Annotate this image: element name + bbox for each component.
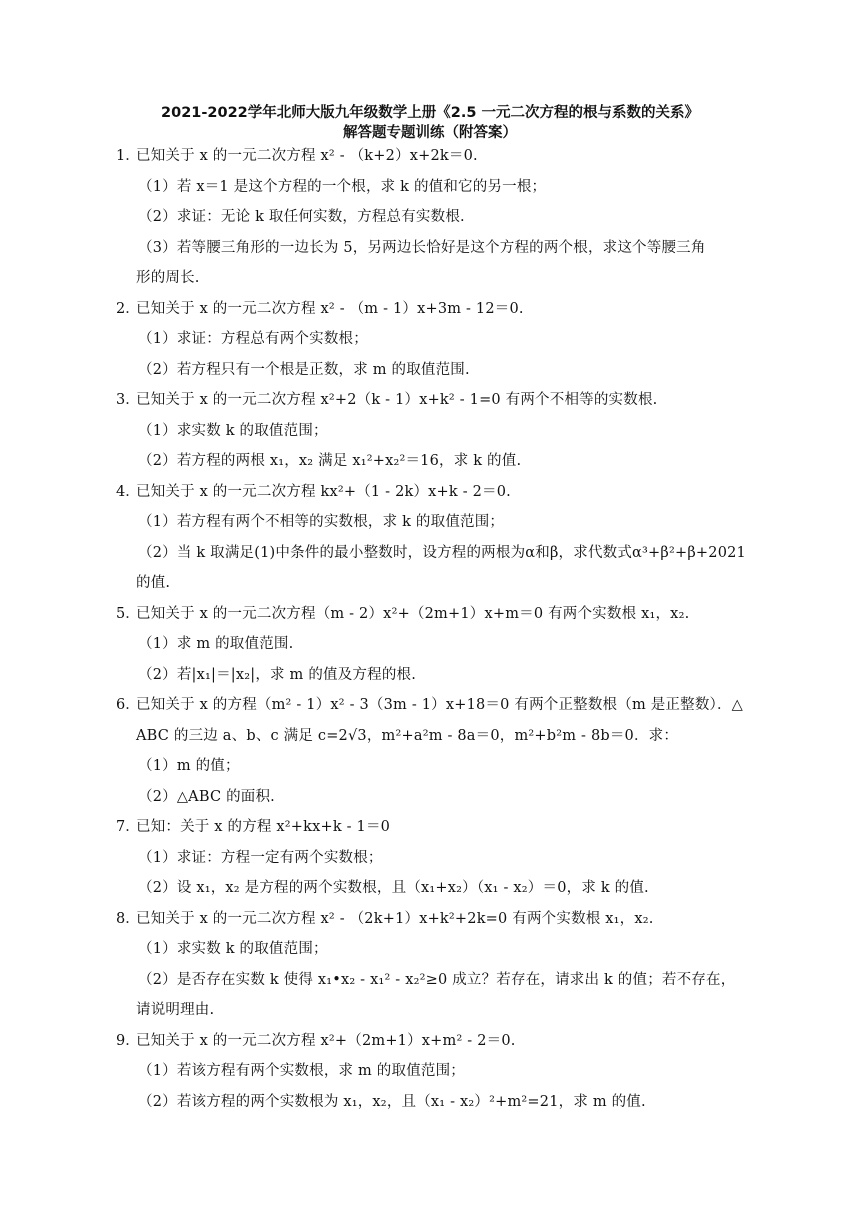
line-text: （1）求 m 的取值范围.: [138, 636, 294, 652]
continuation-line: [0, 995, 860, 1026]
line-text: （3）若等腰三角形的一边长为 5，另两边长恰好是这个方程的两个根，求这个等腰三角: [138, 239, 706, 256]
problem-stem: [0, 812, 860, 843]
continuation-line: [0, 721, 860, 752]
continuation-line: [0, 568, 860, 599]
sub-question: [0, 873, 860, 904]
problem-stem: [0, 690, 860, 721]
sub-question: [0, 782, 860, 813]
problem-text: 已知关于 x 的一元二次方程 kx²+（1 - 2k）x+k - 2＝0.: [136, 483, 511, 500]
line-text: 的值.: [136, 575, 171, 591]
sub-question: [0, 416, 860, 447]
problem-stem: [0, 904, 860, 935]
sub-question: [0, 202, 860, 233]
line-text: （1）求证：方程一定有两个实数根；: [138, 849, 383, 866]
line-text: （1）m 的值；: [138, 758, 240, 774]
problem-text: 已知关于 x 的一元二次方程 x²+（2m+1）x+m² - 2＝0.: [136, 1032, 516, 1049]
line-text: （1）若该方程有两个实数根，求 m 的取值范围；: [138, 1063, 465, 1079]
problem-stem: [0, 1026, 860, 1057]
problem-number: 1．: [116, 148, 140, 164]
problem-number: 4．: [116, 483, 140, 500]
sub-question: [0, 660, 860, 691]
line-text: （1）求实数 k 的取值范围；: [138, 422, 328, 439]
sub-question: [0, 538, 860, 569]
problem-number: 3．: [116, 392, 140, 408]
line-text: （1）求实数 k 的取值范围；: [138, 941, 328, 957]
line-text: （1）若 x＝1 是这个方程的一个根，求 k 的值和它的另一根；: [138, 178, 547, 195]
problem-stem: [0, 599, 860, 630]
sub-question: [0, 1056, 860, 1087]
page-subtitle: 解答题专题训练（附答案）: [343, 125, 517, 141]
problem-text: 已知关于 x 的一元二次方程 x² - （2k+1）x+k²+2k=0 有两个实数根 x₁，x₂.: [136, 910, 654, 927]
problem-list: [0, 141, 860, 1117]
line-text: （2）若方程的两根 x₁，x₂ 满足 x₁²+x₂²＝16，求 k 的值.: [138, 453, 522, 469]
line-text: （1）求证：方程总有两个实数根；: [138, 331, 368, 347]
problem-text: 已知关于 x 的一元二次方程 x²+2（k - 1）x+k² - 1=0 有两个不相等的实数根.: [136, 392, 658, 408]
line-text: （2）若该方程的两个实数根为 x₁，x₂，且（x₁ - x₂）²+m²=21，求 m 的值.: [138, 1093, 646, 1110]
sub-question: [0, 507, 860, 538]
line-text: 请说明理由.: [136, 1002, 215, 1018]
line-text: （2）若|x₁|＝|x₂|，求 m 的值及方程的根.: [138, 666, 417, 683]
sub-question: [0, 965, 860, 996]
problem-stem: [0, 141, 860, 172]
sub-question: [0, 324, 860, 355]
sub-question: [0, 446, 860, 477]
sub-question: [0, 355, 860, 386]
line-text: （2）是否存在实数 k 使得 x₁•x₂ - x₁² - x₂²≥0 成立？若存在，请求出 k 的值；若不存在，: [138, 971, 736, 988]
line-text: （2）当 k 取满足(1)中条件的最小整数时，设方程的两根为α和β，求代数式α³+β²+β+2021: [138, 544, 746, 561]
line-text: （2）△ABC 的面积.: [138, 788, 275, 805]
problem-number: 9．: [116, 1032, 140, 1049]
continuation-line: [0, 263, 860, 294]
problem-text: 已知关于 x 的方程（m² - 1）x² - 3（3m - 1）x+18＝0 有两个正整数根（m 是正整数）．△: [136, 697, 744, 713]
problem-number: 6．: [116, 697, 140, 713]
problem-number: 2．: [116, 300, 140, 317]
problem-stem: [0, 477, 860, 508]
problem-number: 8．: [116, 910, 140, 927]
problem-stem: [0, 294, 860, 325]
line-text: 形的周长.: [136, 270, 200, 286]
problem-text: 已知关于 x 的一元二次方程 x² - （m - 1）x+3m - 12＝0.: [136, 300, 524, 317]
line-text: （2）若方程只有一个根是正数，求 m 的取值范围.: [138, 361, 470, 378]
line-text: ABC 的三边 a、b、c 满足 c=2√3，m²+a²m - 8a＝0，m²+b²m - 8b＝0．求：: [136, 727, 679, 744]
line-text: （2）求证：无论 k 取任何实数，方程总有实数根.: [138, 209, 465, 225]
sub-question: [0, 233, 860, 264]
sub-question: [0, 629, 860, 660]
problem-number: 7．: [116, 819, 140, 835]
page-title: 2021-2022学年北师大版九年级数学上册《2.5 一元二次方程的根与系数的关系》: [161, 105, 699, 121]
problem-number: 5．: [116, 605, 140, 622]
sub-question: [0, 843, 860, 874]
problem-text: 已知关于 x 的一元二次方程（m - 2）x²+（2m+1）x+m＝0 有两个实数根 x₁，x₂.: [136, 605, 690, 622]
line-text: （1）若方程有两个不相等的实数根，求 k 的取值范围；: [138, 514, 505, 530]
sub-question: [0, 172, 860, 203]
sub-question: [0, 934, 860, 965]
sub-question: [0, 751, 860, 782]
sub-question: [0, 1087, 860, 1118]
problem-text: 已知：关于 x 的方程 x²+kx+k - 1＝0: [136, 819, 391, 835]
line-text: （2）设 x₁，x₂ 是方程的两个实数根，且（x₁+x₂）（x₁ - x₂）＝0，求 k 的值.: [138, 880, 649, 896]
problem-text: 已知关于 x 的一元二次方程 x² - （k+2）x+2k＝0.: [136, 148, 478, 164]
problem-stem: [0, 385, 860, 416]
